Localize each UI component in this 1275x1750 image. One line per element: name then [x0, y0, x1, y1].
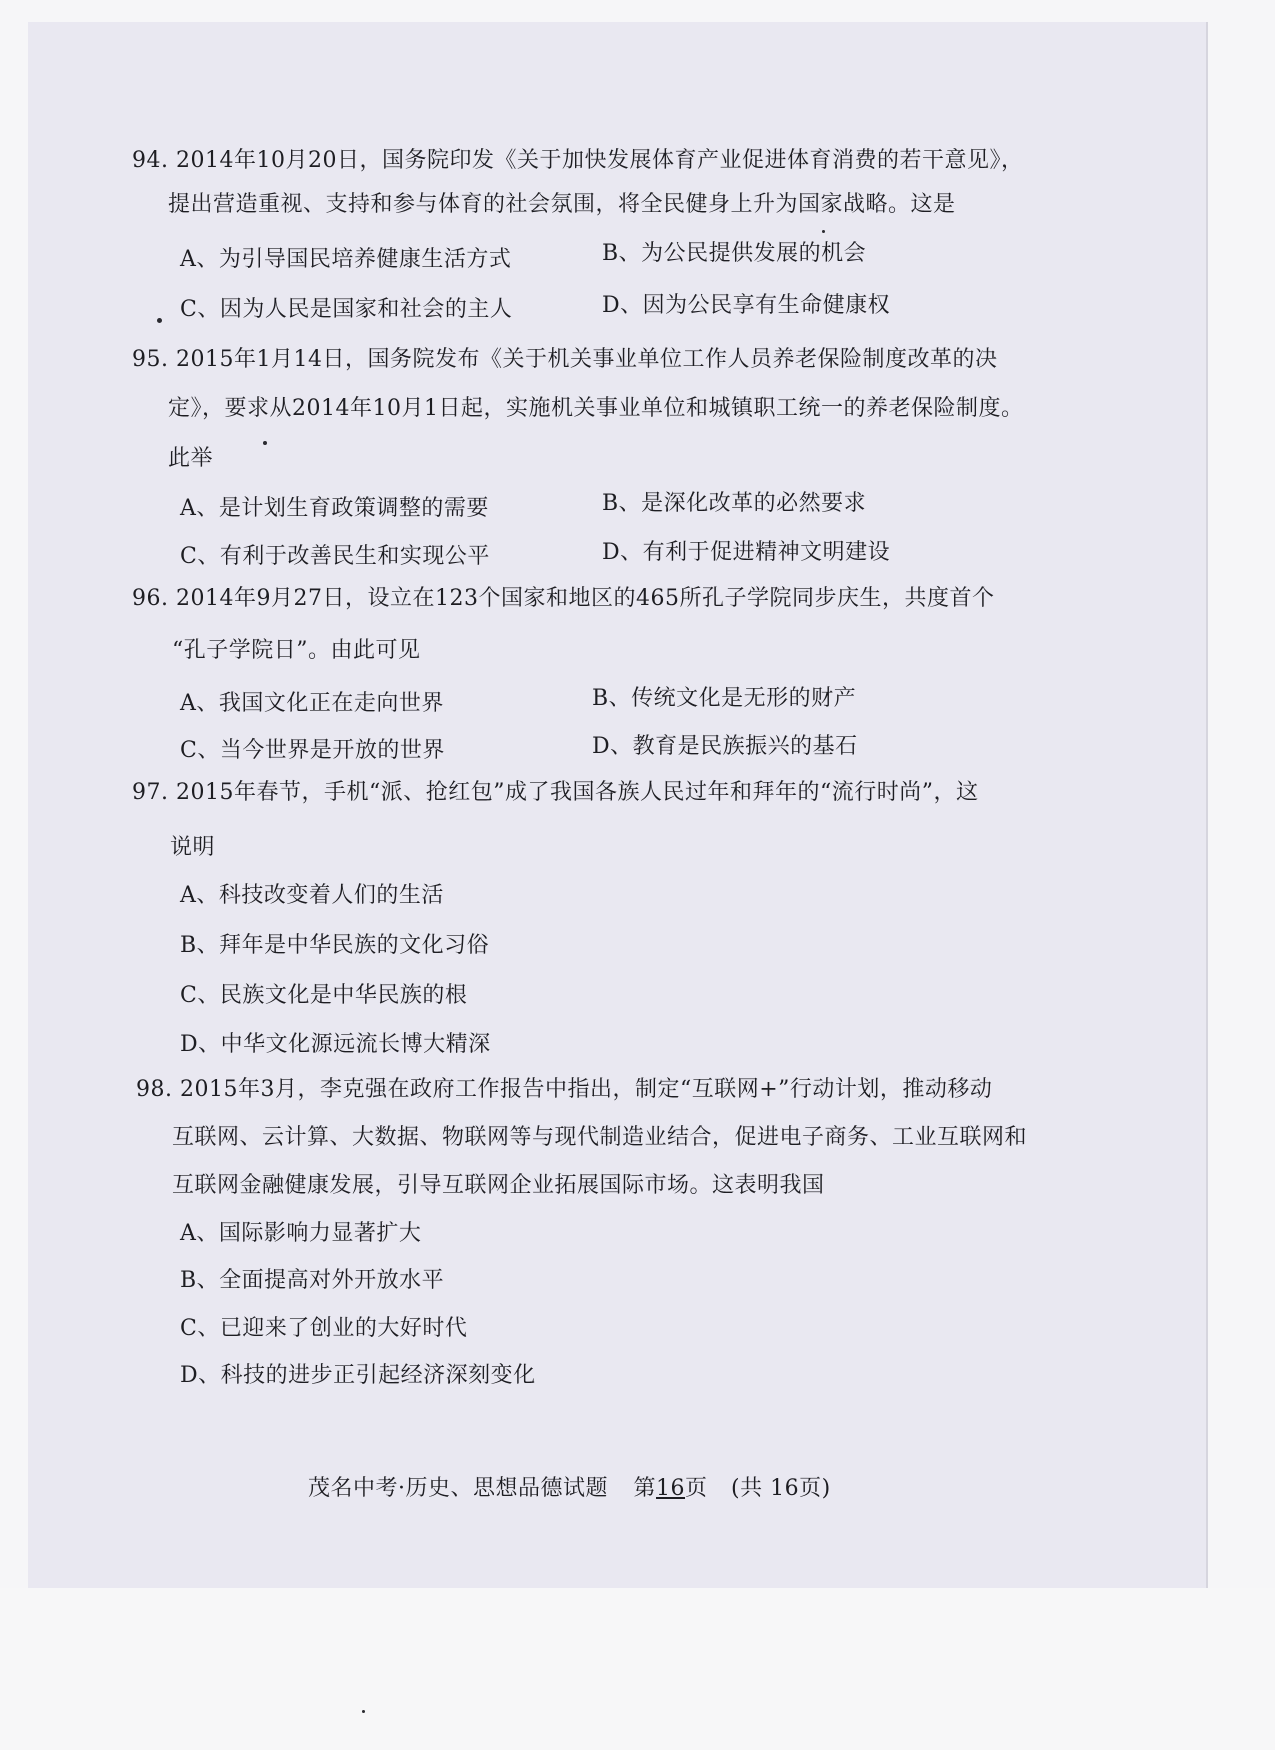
- scan-speck: [362, 1710, 365, 1713]
- question-stem: 2014年10月20日，国务院印发《关于加快发展体育产业促进体育消费的若干意见》，: [176, 148, 1024, 173]
- question-number: 95.: [132, 347, 169, 372]
- question-stem: 2014年9月27日，设立在123个国家和地区的465所孔子学院同步庆生，共度首个: [176, 586, 995, 611]
- footer-page-number: 16: [656, 1476, 686, 1501]
- scan-speck: [263, 441, 267, 445]
- question-stem: 2015年春节，手机“派、抢红包”成了我国各族人民过年和拜年的“流行时尚”，这: [176, 780, 979, 805]
- option-c: C、因为人民是国家和社会的主人: [180, 297, 513, 322]
- option-a: A、科技改变着人们的生活: [180, 883, 444, 908]
- option-a: A、为引导国民培养健康生活方式: [180, 247, 512, 272]
- question-number: 96.: [132, 586, 169, 611]
- option-c: C、已迎来了创业的大好时代: [180, 1316, 468, 1341]
- option-c: C、当今世界是开放的世界: [180, 738, 445, 763]
- page-footer: [308, 1473, 831, 1505]
- scan-speck: [157, 318, 162, 323]
- question-95-line-2: 定》，要求从2014年10月1日起，实施机关事业单位和城镇职工统一的养老保险制度。: [168, 396, 1024, 421]
- footer-total-pages: (共 16页): [731, 1476, 831, 1501]
- option-d: D、因为公民享有生命健康权: [602, 293, 891, 318]
- question-94-line-1: [132, 145, 1023, 177]
- question-96-line-1: [132, 583, 994, 615]
- question-number: 94.: [132, 148, 169, 173]
- scan-speck: [822, 230, 825, 233]
- option-b: B、拜年是中华民族的文化习俗: [180, 933, 490, 958]
- option-c: C、有利于改善民生和实现公平: [180, 544, 490, 569]
- option-d: D、教育是民族振兴的基石: [592, 734, 858, 759]
- option-c: C、民族文化是中华民族的根: [180, 983, 468, 1008]
- option-b: B、全面提高对外开放水平: [180, 1268, 445, 1293]
- option-d: D、有利于促进精神文明建设: [602, 540, 891, 565]
- question-stem: 2015年3月，李克强在政府工作报告中指出，制定“互联网+”行动计划，推动移动: [180, 1077, 993, 1102]
- question-98-line-2: 互联网、云计算、大数据、物联网等与现代制造业结合，促进电子商务、工业互联网和: [172, 1125, 1028, 1150]
- option-b: B、传统文化是无形的财产: [592, 686, 857, 711]
- page-edge-line: [1206, 22, 1208, 1588]
- footer-page-prefix: 第: [633, 1476, 657, 1501]
- footer-page-suffix: 页: [685, 1476, 708, 1501]
- question-94-line-2: 提出营造重视、支持和参与体育的社会氛围，将全民健身上升为国家战略。这是: [168, 192, 956, 217]
- question-stem: 2015年1月14日，国务院发布《关于机关事业单位工作人员养老保险制度改革的决: [176, 347, 998, 372]
- scan-margin-bottom: [0, 1588, 1275, 1750]
- question-98-line-3: 互联网金融健康发展，引导互联网企业拓展国际市场。这表明我国: [172, 1173, 825, 1198]
- option-b: B、是深化改革的必然要求: [602, 491, 867, 516]
- question-97-line-2: 说明: [170, 835, 216, 860]
- option-b: B、为公民提供发展的机会: [602, 241, 867, 266]
- question-number: 97.: [132, 780, 169, 805]
- footer-title: 茂名中考·历史、思想品德试题: [308, 1476, 608, 1501]
- option-d: D、中华文化源远流长博大精深: [180, 1032, 491, 1057]
- question-96-line-2: “孔子学院日”。由此可见: [172, 638, 421, 663]
- option-d: D、科技的进步正引起经济深刻变化: [180, 1363, 536, 1388]
- question-98-line-1: [136, 1074, 992, 1106]
- option-a: A、我国文化正在走向世界: [180, 691, 444, 716]
- option-a: A、是计划生育政策调整的需要: [180, 496, 489, 521]
- question-number: 98.: [136, 1077, 173, 1102]
- option-a: A、国际影响力显著扩大: [180, 1221, 422, 1246]
- question-95-line-3: 此举: [168, 446, 214, 471]
- question-97-line-1: [132, 777, 978, 809]
- question-95-line-1: [132, 344, 997, 376]
